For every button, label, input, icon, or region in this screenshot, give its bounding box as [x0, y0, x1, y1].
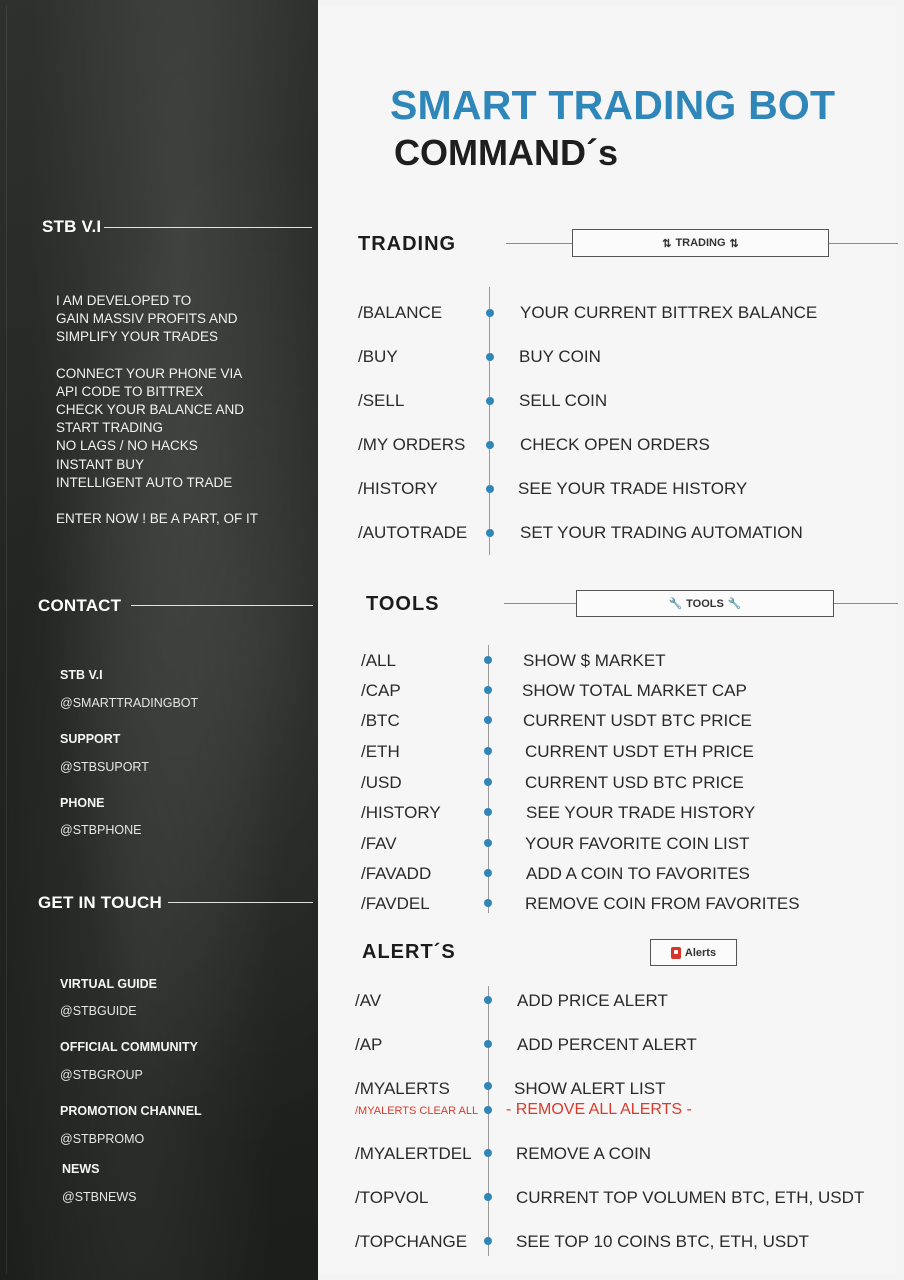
- command-name[interactable]: /ALL: [361, 651, 396, 670]
- bullet-dot: [484, 1106, 492, 1114]
- bullet-dot: [486, 309, 494, 317]
- alerts-heading: ALERT´S: [362, 941, 456, 963]
- tools-badge: [576, 590, 834, 617]
- command-name[interactable]: /TOPCHANGE: [355, 1232, 468, 1251]
- bullet-dot: [484, 1193, 492, 1201]
- about-line: SIMPLIFY YOUR TRADES: [56, 329, 219, 345]
- get-in-touch-heading: GET IN TOUCH: [38, 893, 162, 912]
- about-line: INSTANT BUY: [56, 456, 145, 472]
- command-description: SET YOUR TRADING AUTOMATION: [520, 523, 803, 542]
- command-name[interactable]: /ETH: [361, 742, 400, 761]
- bullet-dot: [484, 778, 492, 786]
- command-name[interactable]: /CAP: [361, 681, 401, 700]
- contact-handle-link[interactable]: @SMARTTRADINGBOT: [60, 696, 199, 710]
- trading-timeline: [489, 287, 490, 555]
- bullet-dot: [484, 1040, 492, 1048]
- touch-title: PROMOTION CHANNEL: [60, 1104, 202, 1118]
- alert-icon: [671, 947, 681, 959]
- command-description: CURRENT TOP VOLUMEN BTC, ETH, USDT: [516, 1188, 865, 1207]
- bullet-dot: [484, 808, 492, 816]
- about-line: [56, 347, 258, 365]
- command-description: ADD A COIN TO FAVORITES: [526, 864, 750, 883]
- command-name[interactable]: /USD: [361, 773, 402, 792]
- command-name[interactable]: /BALANCE: [358, 303, 443, 322]
- alerts-badge: [650, 939, 737, 966]
- bullet-dot: [486, 485, 494, 493]
- touch-title: VIRTUAL GUIDE: [60, 977, 157, 991]
- bullet-dot: [484, 1082, 492, 1090]
- touch-handle-link[interactable]: @STBGROUP: [60, 1068, 143, 1082]
- command-name[interactable]: /FAVDEL: [361, 894, 430, 913]
- page-title: SMART TRADING BOT: [390, 82, 836, 128]
- bullet-dot: [484, 1237, 492, 1245]
- bullet-dot: [486, 529, 494, 537]
- command-description: SEE YOUR TRADE HISTORY: [518, 479, 748, 498]
- about-line: ENTER NOW ! BE A PART, OF IT: [56, 511, 259, 527]
- tools-heading: TOOLS: [366, 593, 440, 615]
- command-name[interactable]: /TOPVOL: [355, 1188, 429, 1207]
- command-description: CHECK OPEN ORDERS: [520, 435, 710, 454]
- command-description: ADD PRICE ALERT: [517, 991, 668, 1010]
- command-name[interactable]: /HISTORY: [361, 803, 441, 822]
- command-description: SEE YOUR TRADE HISTORY: [526, 803, 756, 822]
- contact-title: PHONE: [60, 796, 105, 810]
- contact-title: SUPPORT: [60, 732, 121, 746]
- arrows-icon: ⇅: [729, 237, 739, 250]
- about-line: I AM DEVELOPED TO: [56, 293, 192, 308]
- command-name[interactable]: /FAV: [361, 834, 397, 853]
- touch-handle-link[interactable]: @STBGUIDE: [60, 1004, 137, 1018]
- contact-title: STB V.I: [60, 668, 103, 682]
- command-description: SHOW TOTAL MARKET CAP: [522, 681, 747, 700]
- touch-title: NEWS: [62, 1162, 100, 1176]
- about-text: [56, 292, 258, 528]
- bullet-dot: [484, 839, 492, 847]
- about-line: GAIN MASSIV PROFITS AND: [56, 311, 238, 327]
- command-description: YOUR FAVORITE COIN LIST: [525, 834, 750, 853]
- brand-heading: STB V.I: [42, 217, 102, 236]
- command-description: SEE TOP 10 COINS BTC, ETH, USDT: [516, 1232, 809, 1251]
- about-line: [56, 492, 258, 510]
- about-line: NO LAGS / NO HACKS: [56, 438, 198, 454]
- about-line: START TRADING: [56, 420, 164, 436]
- command-name[interactable]: /MY ORDERS: [358, 435, 466, 454]
- command-name[interactable]: /AUTOTRADE: [358, 523, 468, 542]
- arrows-icon: ⇅: [662, 237, 672, 250]
- touch-handle-link[interactable]: @STBPROMO: [60, 1132, 145, 1146]
- bullet-dot: [484, 686, 492, 694]
- bullet-dot: [486, 441, 494, 449]
- command-name[interactable]: /AV: [355, 991, 382, 1010]
- command-description: CURRENT USD BTC PRICE: [525, 773, 744, 792]
- command-name[interactable]: /MYALERTS: [355, 1079, 450, 1098]
- command-description: ADD PERCENT ALERT: [517, 1035, 697, 1054]
- command-name[interactable]: /HISTORY: [358, 479, 438, 498]
- command-description: BUY COIN: [519, 347, 601, 366]
- trading-badge: [572, 229, 829, 257]
- command-name[interactable]: /AP: [355, 1035, 383, 1054]
- command-description: REMOVE A COIN: [516, 1144, 652, 1163]
- command-description: CURRENT USDT BTC PRICE: [523, 711, 752, 730]
- bullet-dot: [484, 899, 492, 907]
- clear-all-command[interactable]: /MYALERTS CLEAR ALL: [355, 1105, 479, 1117]
- contact-handle-link[interactable]: @STBSUPORT: [60, 760, 149, 774]
- contact-divider: [131, 605, 313, 606]
- alerts-timeline: [488, 986, 489, 1256]
- bullet-dot: [484, 869, 492, 877]
- command-description: CURRENT USDT ETH PRICE: [525, 742, 754, 761]
- brand-divider: [104, 227, 312, 228]
- command-description: SELL COIN: [519, 391, 608, 410]
- command-name[interactable]: /FAVADD: [361, 864, 432, 883]
- touch-divider: [168, 902, 313, 903]
- command-name[interactable]: /BTC: [361, 711, 400, 730]
- bullet-dot: [486, 397, 494, 405]
- command-description: SHOW $ MARKET: [523, 651, 666, 670]
- bullet-dot: [484, 1149, 492, 1157]
- trading-heading: TRADING: [358, 233, 457, 255]
- contact-heading: CONTACT: [38, 596, 122, 615]
- bullet-dot: [484, 996, 492, 1004]
- command-description: REMOVE COIN FROM FAVORITES: [525, 894, 800, 913]
- about-line: CONNECT YOUR PHONE VIA: [56, 365, 243, 381]
- sidebar-frame: [6, 6, 318, 1274]
- command-description: SHOW ALERT LIST: [514, 1079, 666, 1098]
- about-line: API CODE TO BITTREX: [56, 383, 204, 399]
- command-name[interactable]: /MYALERTDEL: [355, 1144, 472, 1163]
- about-line: INTELLIGENT AUTO TRADE: [56, 474, 233, 490]
- info-sidebar: [0, 0, 318, 1280]
- clear-all-description: - REMOVE ALL ALERTS -: [506, 1101, 692, 1118]
- command-name[interactable]: /BUY: [358, 347, 398, 366]
- tools-badge-label: TOOLS: [686, 597, 724, 610]
- alerts-badge-label: Alerts: [684, 946, 717, 959]
- command-name[interactable]: /SELL: [358, 391, 405, 410]
- trading-badge-label: TRADING: [675, 237, 726, 249]
- command-description: YOUR CURRENT BITTREX BALANCE: [520, 303, 818, 322]
- bullet-dot: [484, 716, 492, 724]
- bullet-dot: [484, 656, 492, 664]
- bullet-dot: [486, 353, 494, 361]
- touch-title: OFFICIAL COMMUNITY: [60, 1040, 198, 1054]
- touch-handle-link[interactable]: @STBNEWS: [62, 1190, 137, 1204]
- wrench-icon: 🔧: [727, 598, 742, 610]
- contact-handle-link[interactable]: @STBPHONE: [60, 823, 142, 837]
- bullet-dot: [484, 747, 492, 755]
- about-line: CHECK YOUR BALANCE AND: [56, 402, 245, 418]
- page-subtitle: COMMAND´s: [394, 132, 618, 173]
- wrench-icon: 🔧: [668, 598, 683, 610]
